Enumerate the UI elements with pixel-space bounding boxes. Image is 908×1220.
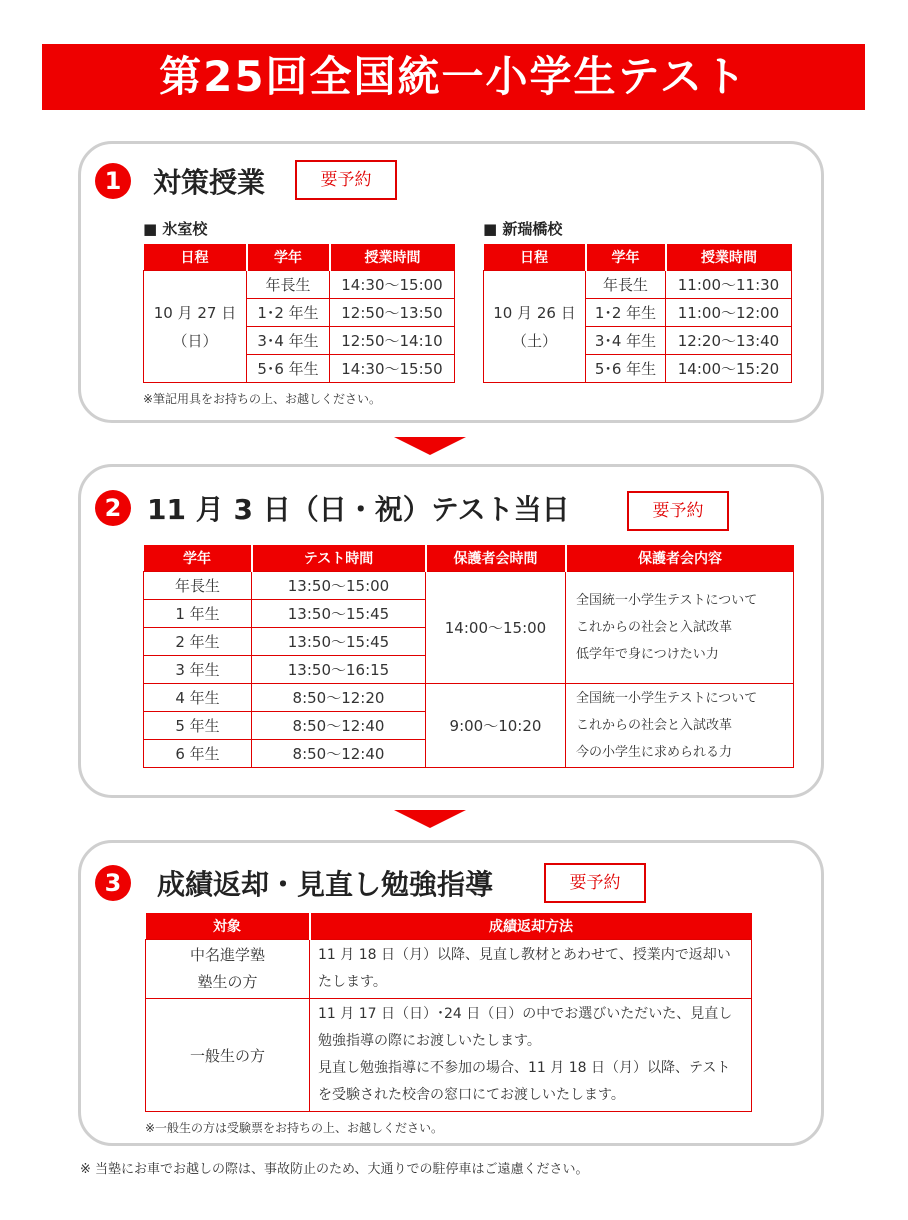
date-text: 10 月 27 日 [153, 303, 237, 322]
header-grade: 学年 [586, 244, 666, 271]
grade-cell: 年長生 [247, 271, 330, 299]
grade-cell: 5 年生 [144, 712, 252, 740]
meeting-topic: 低学年で身につけたい力 [576, 647, 719, 662]
table-row [146, 940, 752, 999]
time-cell: 14:30〜15:50 [330, 355, 455, 383]
section-test-day [78, 464, 824, 798]
target-text: 中名進学塾 [189, 946, 265, 964]
header-grade: 学年 [247, 244, 330, 271]
down-arrow-icon [394, 810, 466, 828]
table-row [484, 271, 792, 299]
time-cell: 8:50〜12:20 [252, 684, 426, 712]
time-cell: 8:50〜12:40 [252, 740, 426, 768]
header-grade: 学年 [144, 545, 252, 572]
schedule-table-himuro [143, 244, 455, 383]
test-day-table [143, 545, 794, 768]
header-date: 日程 [144, 244, 247, 271]
section-results-return [78, 840, 824, 1146]
note-bring-stationery: ※筆記用具をお持ちの上、お越しください。 [143, 392, 382, 406]
step-number-1: 1 [95, 163, 131, 199]
time-cell: 8:50〜12:40 [252, 712, 426, 740]
school-name-aratamabashi: ■ 新瑞橋校 [483, 220, 563, 238]
target-cell [146, 940, 310, 999]
time-cell: 13:50〜15:00 [252, 572, 426, 600]
grade-cell: 3･4 年生 [586, 327, 666, 355]
table-row [144, 572, 794, 600]
reserve-button-3[interactable]: 要予約 [544, 863, 646, 903]
meeting-topic: 全国統一小学生テストについて [576, 691, 758, 706]
table-row [144, 271, 455, 299]
down-arrow-icon [394, 437, 466, 455]
section-title-prep-class: 対策授業 [153, 166, 266, 199]
header-date: 日程 [484, 244, 586, 271]
meeting-topic: 今の小学生に求められる力 [576, 745, 733, 760]
header-return-method: 成績返却方法 [310, 913, 752, 940]
time-cell: 12:50〜13:50 [330, 299, 455, 327]
weekday-text: （土） [511, 331, 557, 350]
method-text: 11 月 17 日（日）･24 日（日）の中でお選びいただいた、見直し勉強指導の際にお渡しいたします。 [318, 1006, 733, 1049]
section-title-results-return: 成績返却・見直し勉強指導 [157, 868, 494, 901]
date-cell [144, 271, 247, 383]
weekday-text: （日） [172, 331, 218, 350]
section-prep-class [78, 141, 824, 423]
time-cell: 12:20〜13:40 [666, 327, 792, 355]
grade-cell: 1 年生 [144, 600, 252, 628]
header-meeting-time: 保護者会時間 [426, 545, 566, 572]
method-text: 見直し勉強指導に不参加の場合、11 月 18 日（月）以降、テストを受験された校舎の窓口にてお渡しいたします。 [318, 1060, 731, 1103]
method-cell [310, 999, 752, 1112]
meeting-time-cell: 9:00〜10:20 [426, 684, 566, 768]
meeting-time-cell: 14:00〜15:00 [426, 572, 566, 684]
step-number-3: 3 [95, 865, 131, 901]
table-row [144, 684, 794, 712]
method-cell: 11 月 18 日（月）以降、見直し教材とあわせて、授業内で返却いたします。 [310, 940, 752, 999]
section-title-test-day: 11 月 3 日（日・祝）テスト当日 [147, 493, 570, 526]
step-number-2: 2 [95, 490, 131, 526]
reserve-button-1[interactable]: 要予約 [295, 160, 397, 200]
time-cell: 14:30〜15:00 [330, 271, 455, 299]
meeting-topic: 全国統一小学生テストについて [576, 593, 758, 608]
grade-cell: 5･6 年生 [586, 355, 666, 383]
reserve-button-2[interactable]: 要予約 [627, 491, 729, 531]
time-cell: 11:00〜12:00 [666, 299, 792, 327]
grade-cell: 3･4 年生 [247, 327, 330, 355]
time-cell: 11:00〜11:30 [666, 271, 792, 299]
table-row [146, 999, 752, 1112]
meeting-content-cell [566, 684, 794, 768]
school-name-himuro: ■ 氷室校 [143, 220, 208, 238]
time-cell: 13:50〜15:45 [252, 628, 426, 656]
header-target: 対象 [146, 913, 310, 940]
grade-cell: 6 年生 [144, 740, 252, 768]
grade-cell: 2 年生 [144, 628, 252, 656]
target-cell: 一般生の方 [146, 999, 310, 1112]
grade-cell: 5･6 年生 [247, 355, 330, 383]
grade-cell: 3 年生 [144, 656, 252, 684]
grade-cell: 1･2 年生 [586, 299, 666, 327]
grade-cell: 1･2 年生 [247, 299, 330, 327]
time-cell: 13:50〜15:45 [252, 600, 426, 628]
meeting-topic: これからの社会と入試改革 [576, 718, 733, 733]
meeting-content-cell [566, 572, 794, 684]
grade-cell: 4 年生 [144, 684, 252, 712]
time-cell: 14:00〜15:20 [666, 355, 792, 383]
header-class-time: 授業時間 [666, 244, 792, 271]
header-class-time: 授業時間 [330, 244, 455, 271]
grade-cell: 年長生 [144, 572, 252, 600]
grade-cell: 年長生 [586, 271, 666, 299]
target-text: 塾生の方 [197, 973, 258, 991]
meeting-topic: これからの社会と入試改革 [576, 620, 733, 635]
time-cell: 13:50〜16:15 [252, 656, 426, 684]
header-meeting-content: 保護者会内容 [566, 545, 794, 572]
date-text: 10 月 26 日 [493, 303, 576, 322]
header-test-time: テスト時間 [252, 545, 426, 572]
schedule-table-aratamabashi [483, 244, 792, 383]
page-title: 第25回全国統一小学生テスト [42, 44, 865, 110]
date-cell [484, 271, 586, 383]
note-bring-ticket: ※一般生の方は受験票をお持ちの上、お越しください。 [145, 1121, 444, 1135]
results-return-table [145, 913, 752, 1112]
time-cell: 12:50〜14:10 [330, 327, 455, 355]
footer-parking-note: ※ 当塾にお車でお越しの際は、事故防止のため、大通りでの駐停車はご遠慮ください。 [80, 1162, 589, 1177]
